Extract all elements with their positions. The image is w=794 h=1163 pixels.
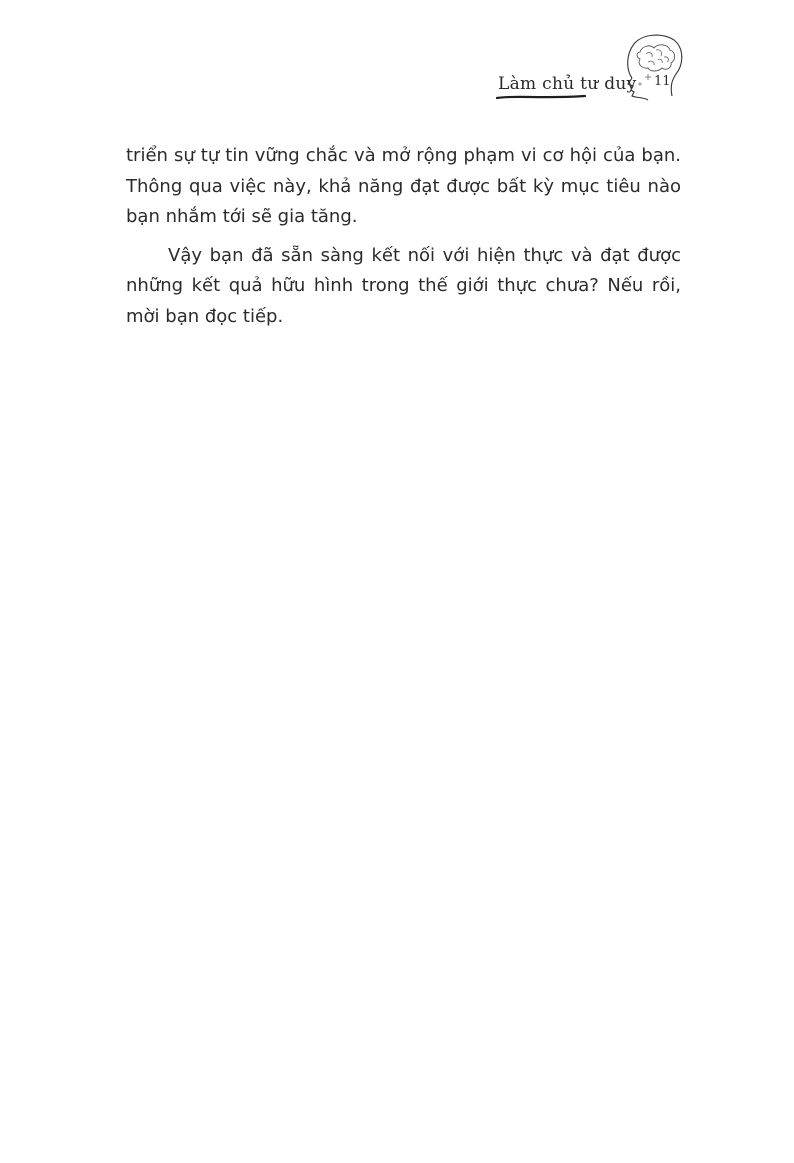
page-number: 11 — [654, 74, 671, 89]
head-brain-icon — [618, 30, 686, 102]
running-title: Làm chủ tư duy — [498, 74, 637, 94]
page-header — [0, 0, 794, 110]
title-underline-swash — [496, 93, 586, 101]
paragraph: triển sự tự tin vững chắc và mở rộng phạm vi cơ hội của bạn. Thông qua việc này, khả năng đạt được bất kỳ mục tiêu nào bạn nhắm tới sẽ gia tăng. — [126, 145, 681, 227]
paragraph: Vậy bạn đã sẵn sàng kết nối với hiện thực và đạt được những kết quả hữu hình trong thế giới thực chưa? Nếu rồi, mời bạn đọc tiếp. — [126, 244, 681, 327]
body-text — [126, 141, 681, 340]
